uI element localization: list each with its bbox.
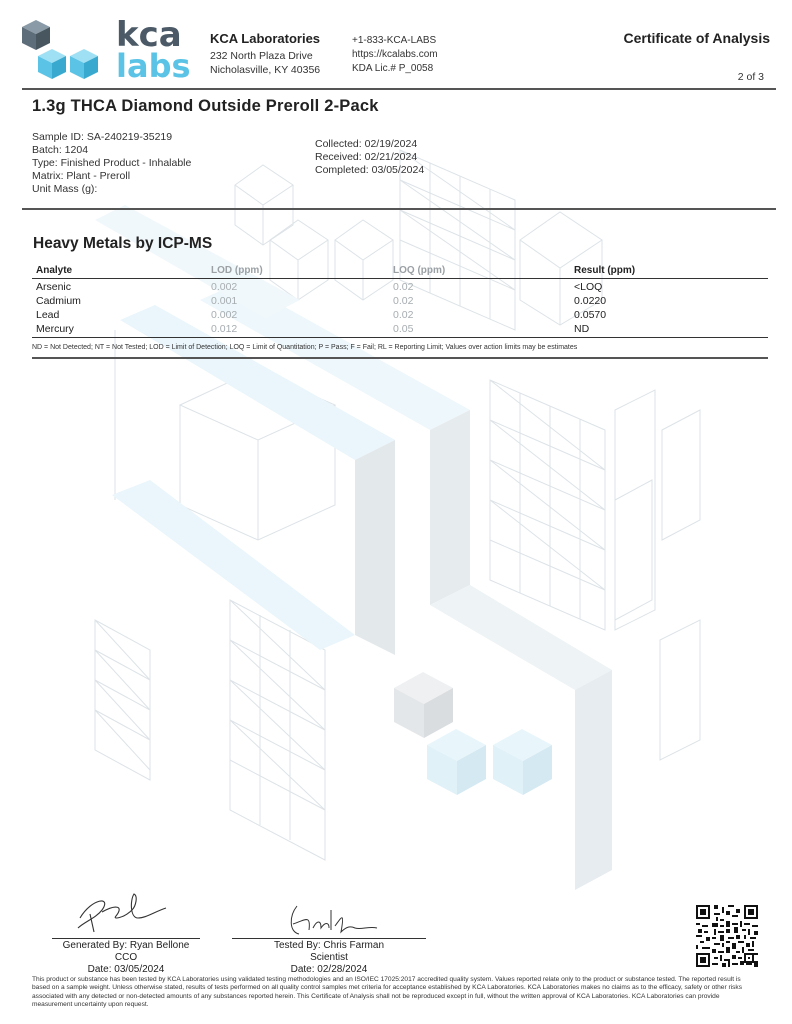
logo-word-bottom: labs xyxy=(116,47,191,85)
row-lod: 0.002 xyxy=(211,309,238,321)
tested-date: Date: 02/28/2024 xyxy=(290,964,368,975)
section-title: Heavy Metals by ICP-MS xyxy=(33,235,213,252)
matrix: Matrix: Plant - Preroll xyxy=(32,170,131,182)
row-result: <LOQ xyxy=(574,281,603,293)
table-footnote: ND = Not Detected; NT = Not Tested; LOD = Limit of Detection; LOQ = Limit of Quantitation; P = Pass; F = Fail; RL = Reporting Limit; Values over action limits may be estimates xyxy=(32,344,578,351)
signature-line-generated xyxy=(52,938,200,939)
lab-phone: +1-833-KCA-LABS xyxy=(352,35,437,46)
tested-by: Tested By: Chris Farman xyxy=(273,940,385,951)
lab-license: KDA Lic.# P_0058 xyxy=(352,63,434,74)
tested-title: Scientist xyxy=(310,952,348,963)
lab-name: KCA Laboratories xyxy=(210,31,321,46)
header-divider xyxy=(22,88,776,90)
signature-chris-farman xyxy=(285,900,380,940)
sample-id: Sample ID: SA-240219-35219 xyxy=(32,131,173,143)
col-loq: LOQ (ppm) xyxy=(393,265,446,276)
row-analyte: Arsenic xyxy=(36,281,72,293)
cubes-logo-icon xyxy=(20,18,106,86)
row-loq: 0.02 xyxy=(393,295,414,307)
signature-line-tested xyxy=(232,938,426,939)
logo-word-top: kca xyxy=(116,15,182,55)
disclaimer: This product or substance has been tested by KCA Laboratories using validated testing methodologies and an ISO/IEC 17025:2017 accredited quality system. Values reported relate only to the product or substance tested. The reported result is based on a sample weight. Unless otherwise stated, results of tests performed on all quality control samples met criteria for acceptance established by KCA Laboratories. KCA Laboratories makes no claims as to the efficacy, safety or other risks associated with any detected or non-detected amounts of any substances reported herein. This Certificate of Analysis shall not be reproduced except in full, without the written approval of KCA Laboratories. KCA Laboratories can provide measurement uncertainty upon request. xyxy=(32,976,743,1008)
col-result: Result (ppm) xyxy=(574,265,636,276)
row-lod: 0.012 xyxy=(211,323,238,335)
col-lod: LOD (ppm) xyxy=(211,265,263,276)
signature-ryan-bellone xyxy=(72,888,172,936)
product-type: Type: Finished Product - Inhalable xyxy=(32,157,192,169)
row-analyte: Cadmium xyxy=(36,295,81,307)
row-loq: 0.02 xyxy=(393,309,414,321)
lab-address-line2: Nicholasville, KY 40356 xyxy=(210,64,321,76)
table-bottom-rule xyxy=(32,337,768,338)
unit-mass: Unit Mass (g): xyxy=(32,183,98,195)
section-divider xyxy=(32,357,768,359)
generated-by: Generated By: Ryan Bellone xyxy=(62,940,190,951)
row-analyte: Mercury xyxy=(36,323,74,335)
batch: Batch: 1204 xyxy=(32,144,89,156)
document-type: Certificate of Analysis xyxy=(623,30,770,46)
page-number: 2 of 3 xyxy=(737,71,764,83)
col-analyte: Analyte xyxy=(36,265,73,276)
generated-date: Date: 03/05/2024 xyxy=(87,964,165,975)
row-lod: 0.001 xyxy=(211,295,238,307)
product-divider xyxy=(22,208,776,210)
row-result: ND xyxy=(574,323,590,335)
date-collected: Collected: 02/19/2024 xyxy=(315,138,418,150)
row-loq: 0.02 xyxy=(393,281,414,293)
row-loq: 0.05 xyxy=(393,323,414,335)
generated-title: CCO xyxy=(114,952,138,963)
row-analyte: Lead xyxy=(36,309,60,321)
row-result: 0.0220 xyxy=(574,295,607,307)
date-received: Received: 02/21/2024 xyxy=(315,151,418,163)
date-completed: Completed: 03/05/2024 xyxy=(315,164,425,176)
qr-code-icon xyxy=(696,905,758,967)
lab-website: https://kcalabs.com xyxy=(352,49,438,60)
table-header-rule xyxy=(32,278,768,279)
lab-address-line1: 232 North Plaza Drive xyxy=(210,50,313,62)
product-title: 1.3g THCA Diamond Outside Preroll 2-Pack xyxy=(32,97,379,115)
row-result: 0.0570 xyxy=(574,309,607,321)
row-lod: 0.002 xyxy=(211,281,238,293)
